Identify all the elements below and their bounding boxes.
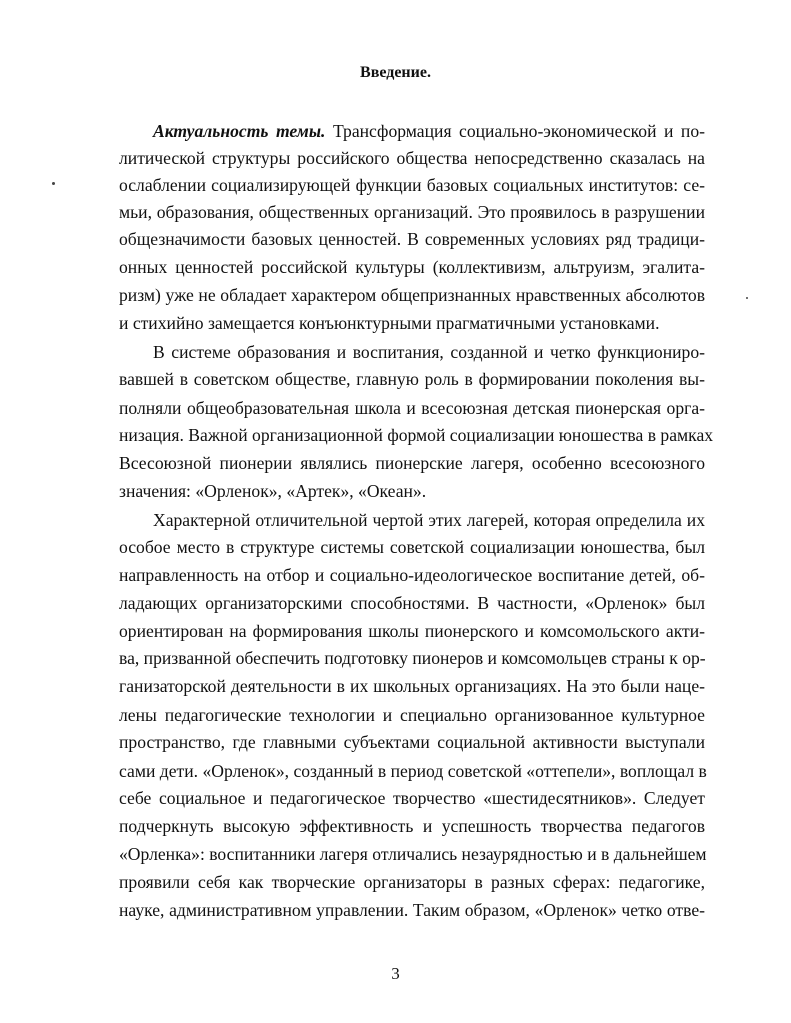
paragraph-1-line-2: литической структуры российского общества непосредственно сказалась на: [119, 148, 705, 168]
line-text: Трансформация социально-экономической и по-: [325, 121, 705, 141]
lead-term: Актуальность темы.: [153, 121, 326, 141]
paragraph-1-line-1: [153, 121, 705, 141]
scan-speck: [746, 297, 748, 299]
paragraph-3-line-9: пространство, где главными субъектами социальной активности выступали: [119, 732, 705, 752]
scan-speck: [52, 182, 55, 185]
paragraph-3-line-2: особое место в структуре системы советской социализации юношества, был: [119, 537, 705, 557]
paragraph-2-line-3: полняли общеобразовательная школа и всесоюзная детская пионерская орга-: [119, 398, 705, 418]
paragraph-3-line-1: Характерной отличительной чертой этих лагерей, которая определила их: [153, 510, 705, 530]
paragraph-3-line-11: себе социальное и педагогическое творчество «шестидесятников». Следует: [119, 788, 705, 808]
paragraph-2-line-4: низация. Важной организационной формой социализации юношества в рамках: [119, 425, 714, 445]
paragraph-1-line-5: общезначимости базовых ценностей. В современных условиях ряд традици-: [119, 229, 705, 249]
paragraph-2-line-5: Всесоюзной пионерии являлись пионерские лагеря, особенно всесоюзного: [119, 453, 705, 473]
paragraph-3-line-4: ладающих организаторскими способностями. В частности, «Орленок» был: [119, 593, 705, 613]
paragraph-2-line-6: значения: «Орленок», «Артек», «Океан».: [119, 481, 427, 501]
paragraph-1-line-8: и стихийно замещается конъюнктурными прагматичными установками.: [119, 313, 660, 333]
paragraph-3-line-12: подчеркнуть высокую эффективность и успешность творчества педагогов: [119, 816, 705, 836]
paragraph-3-line-13: «Орленка»: воспитанники лагеря отличались незаурядностью и в дальнейшем: [119, 844, 707, 864]
paragraph-2-line-2: вавшей в советском обществе, главную роль в формировании поколения вы-: [119, 369, 705, 389]
paragraph-1-line-7: ризм) уже не обладает характером общепризнанных нравственных абсолютов: [119, 285, 705, 305]
paragraph-2-line-1: В системе образования и воспитания, созданной и четко функциониро-: [153, 342, 705, 362]
paragraph-1-line-3: ослаблении социализирующей функции базовых социальных институтов: се-: [119, 175, 705, 195]
paragraph-3-line-7: ганизаторской деятельности в их школьных организациях. На это были наце-: [119, 676, 705, 696]
paragraph-1-line-4: мьи, образования, общественных организаций. Это проявилось в разрушении: [119, 202, 705, 222]
paragraph-3-line-10: сами дети. «Орленок», созданный в период советской «оттепели», воплощал в: [119, 761, 707, 781]
paragraph-3-line-15: науке, административном управлении. Таким образом, «Орленок» четко отве-: [119, 900, 705, 920]
paragraph-3-line-5: ориентирован на формирования школы пионерского и комсомольского акти-: [119, 621, 705, 641]
paragraph-1-line-6: онных ценностей российской культуры (коллективизм, альтруизм, эгалита-: [119, 257, 705, 277]
paragraph-3-line-8: лены педагогические технологии и специально организованное культурное: [119, 705, 705, 725]
paragraph-3-line-6: ва, призванной обеспечить подготовку пионеров и комсомольцев страны к ор-: [119, 648, 706, 668]
section-heading: Введение.: [360, 64, 431, 81]
paragraph-3-line-14: проявили себя как творческие организаторы в разных сферах: педагогике,: [119, 872, 705, 892]
page-number: 3: [391, 964, 400, 983]
paragraph-3-line-3: направленность на отбор и социально-идеологическое воспитание детей, об-: [119, 565, 705, 585]
